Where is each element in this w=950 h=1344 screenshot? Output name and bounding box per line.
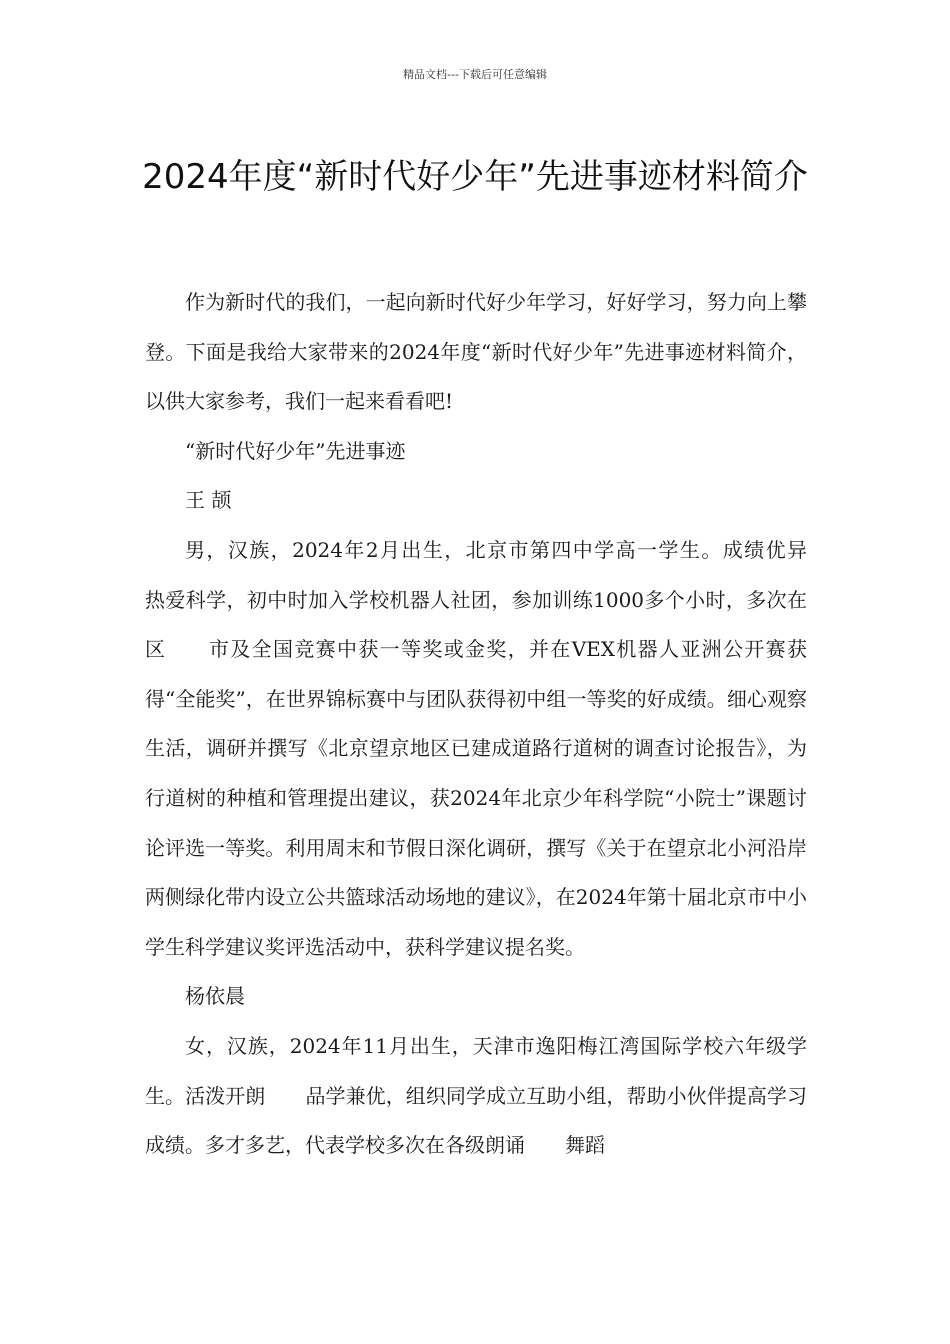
person-bio-wang: 男，汉族，2024年2月出生，北京市第四中学高一学生。成绩优异 热爱科学，初中时加入学校机器人社团，参加训练1000多个小时，多次在区 市及全国竞赛中获一等奖或金奖，并在VEX机器人亚洲公开赛获得“全能奖”，在世界锦标赛中与团队获得初中组一等奖的好成绩。细心观察生活，调研并撰写《北京望京地区已建成道路行道树的调查讨论报告》，为行道树的种植和管理提出建议，获2024年北京少年科学院“小院士”课题讨论评选一等奖。利用周末和节假日深化调研，撰写《关于在望京北小河沿岸两侧绿化带内设立公共篮球活动场地的建议》，在2024年第十届北京市中小学生科学建议奖评选活动中，获科学建议提名奖。 [145,537,847,959]
document-title: 2024年度“新时代好少年”先进事迹材料简介 [142,156,808,197]
page-header-note: 精品文档---下载后可任意编辑 [403,68,547,81]
person-bio-yang: 女，汉族，2024年11月出生，天津市逸阳梅江湾国际学校六年级学生。活泼开朗 品学兼优，组织同学成立互助小组，帮助小伙伴提高学习成绩。多才多艺，代表学校多次在各级朗诵 舞蹈 [145,1033,807,1158]
section-heading: “新时代好少年”先进事迹 [185,438,406,463]
person-name-yang: 杨依晨 [185,984,245,1009]
intro-paragraph: 作为新时代的我们，一起向新时代好少年学习，好好学习，努力向上攀登。下面是我给大家带来的2024年度“新时代好少年”先进事迹材料简介，以供大家参考，我们一起来看看吧! [145,290,807,414]
person-name-wang: 王 颉 [185,488,232,513]
document-body [145,278,847,1171]
